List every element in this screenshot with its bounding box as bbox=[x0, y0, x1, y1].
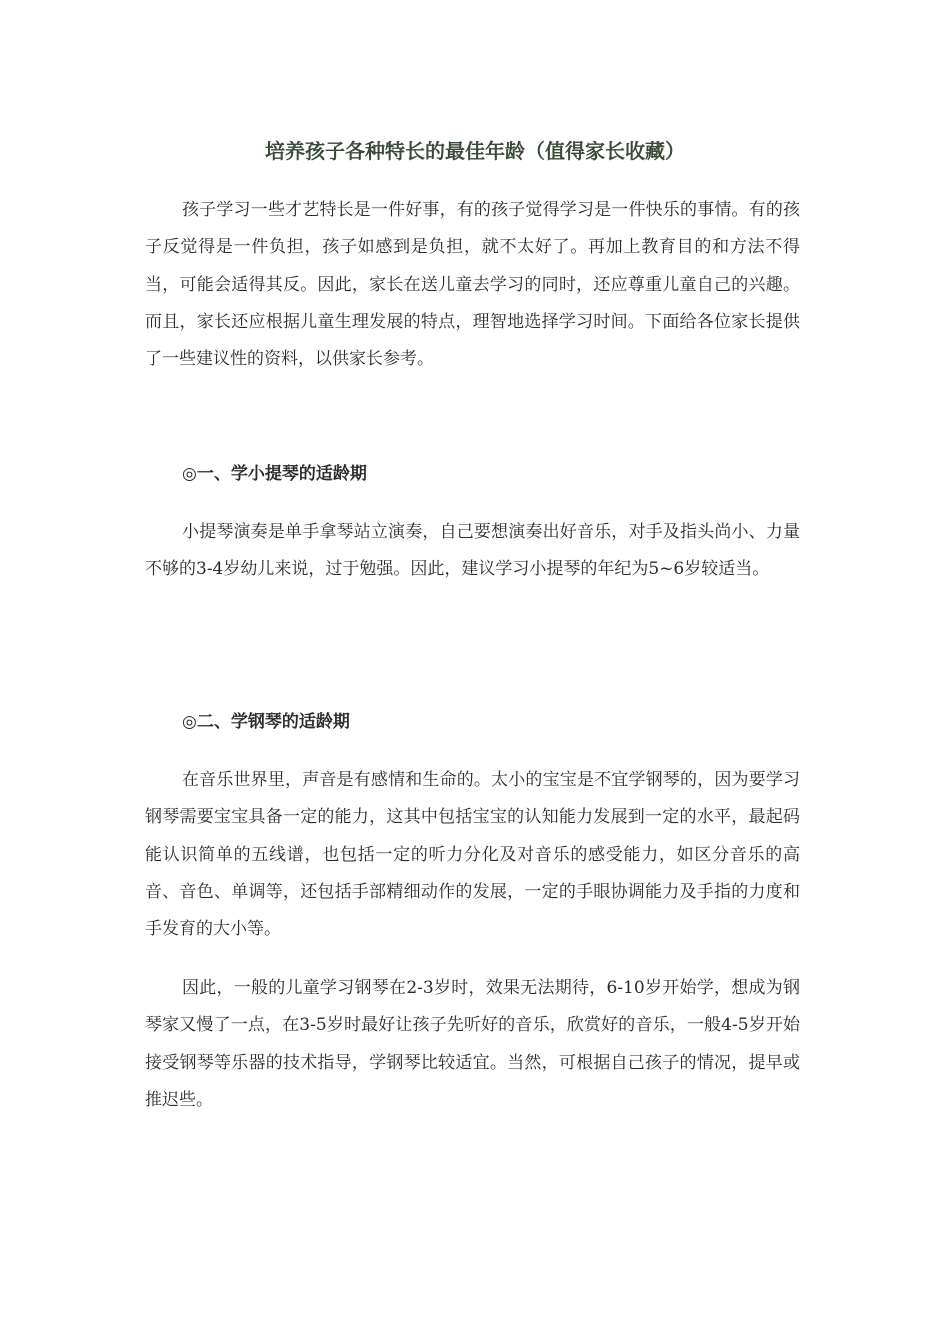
document-title: 培养孩子各种特长的最佳年龄（值得家长收藏） bbox=[265, 139, 685, 163]
section-heading-violin: ◎一、学小提琴的适龄期 bbox=[182, 464, 367, 484]
intro-paragraph: 孩子学习一些才艺特长是一件好事，有的孩子觉得学习是一件快乐的事情。有的孩子反觉得是一件负担，孩子如感到是负担，就不太好了。再加上教育目的和方法不得当，可能会适得其反。因此，家长在送儿童去学习的同时，还应尊重儿童自己的兴趣。而且，家长还应根据儿童生理发展的特点，理智地选择学习时间。下面给各位家长提供了一些建议性的资料，以供家长参考。 bbox=[145, 200, 800, 370]
piano-paragraph-1: 在音乐世界里，声音是有感情和生命的。太小的宝宝是不宜学钢琴的，因为要学习钢琴需要宝宝具备一定的能力，这其中包括宝宝的认知能力发展到一定的水平，最起码能认识简单的五线谱，也包括一定的听力分化及对音乐的感受能力，如区分音乐的高音、音色、单调等，还包括手部精细动作的发展，一定的手眼协调能力及手指的力度和手发育的大小等。 bbox=[145, 770, 800, 940]
piano-paragraph-2: 因此，一般的儿童学习钢琴在2-3岁时，效果无法期待，6-10岁开始学，想成为钢琴家又慢了一点，在3-5岁时最好让孩子先听好的音乐，欣赏好的音乐，一般4-5岁开始接受钢琴等乐器的技术指导，学钢琴比较适宜。当然，可根据自己孩子的情况，提早或推迟些。 bbox=[145, 978, 800, 1110]
section-heading-piano: ◎二、学钢琴的适龄期 bbox=[182, 712, 350, 732]
violin-paragraph: 小提琴演奏是单手拿琴站立演奏，自己要想演奏出好音乐，对手及指头尚小、力量不够的3-4岁幼儿来说，过于勉强。因此，建议学习小提琴的年纪为5~6岁较适当。 bbox=[145, 522, 800, 580]
